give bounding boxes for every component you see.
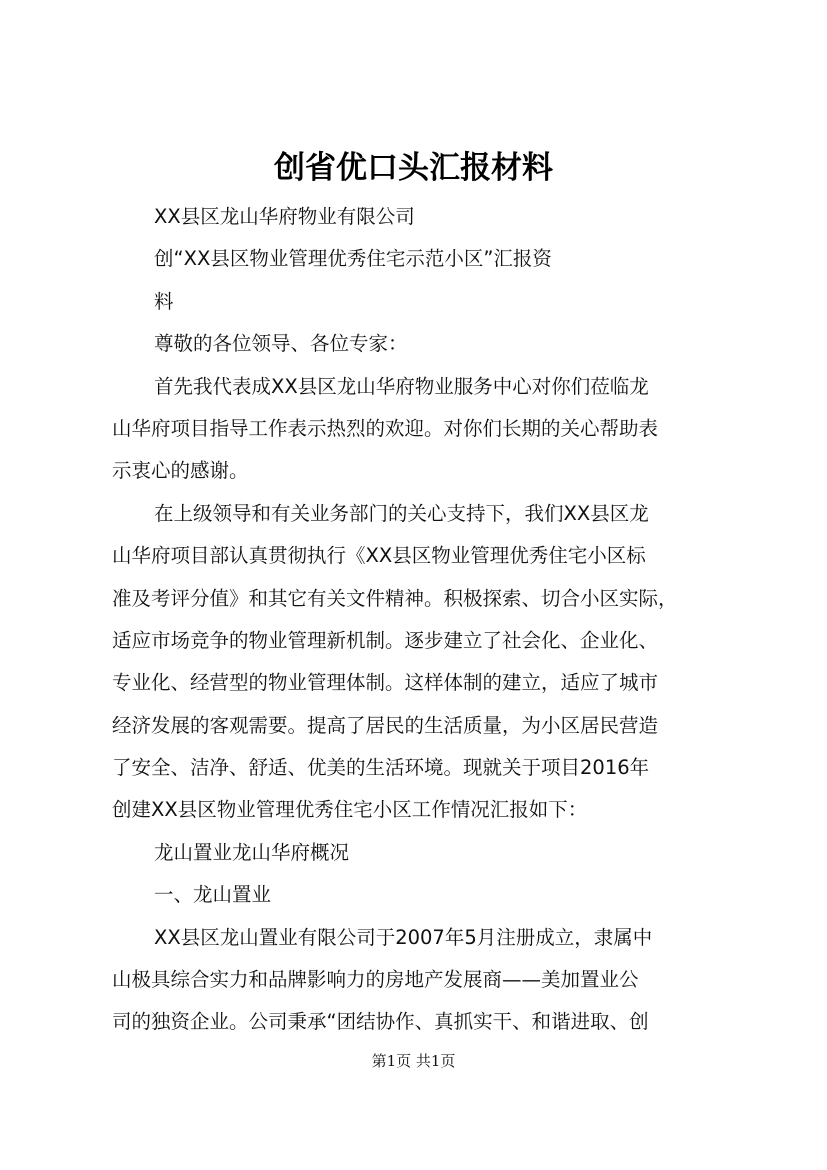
body-line: 准及考评分值》和其它有关文件精神。积极探索、切合小区实际， <box>112 586 678 610</box>
body-line: 首先我代表成XX县区龙山华府物业服务中心对你们莅临龙 <box>154 374 649 398</box>
body-line: 了安全、洁净、舒适、优美的生活环境。现就关于项目2016年 <box>112 756 650 780</box>
body-line: 山华府项目指导工作表示热烈的欢迎。对你们长期的关心帮助表 <box>112 416 659 440</box>
body-line: 创建XX县区物业管理优秀住宅小区工作情况汇报如下： <box>112 798 588 822</box>
body-line: 一、龙山置业 <box>154 883 272 907</box>
body-line: 料 <box>154 289 174 313</box>
body-line: 适应市场竞争的物业管理新机制。逐步建立了社会化、企业化、 <box>112 628 659 652</box>
body-line: 龙山置业龙山华府概况 <box>154 840 350 864</box>
body-line: 创“XX县区物业管理优秀住宅示范小区”汇报资 <box>154 247 552 271</box>
body-line: 司的独资企业。公司秉承“团结协作、真抓实干、和谐进取、创 <box>112 1010 649 1034</box>
body-line: 尊敬的各位领导、各位专家： <box>154 332 408 356</box>
body-line: 山华府项目部认真贯彻执行《XX县区物业管理优秀住宅小区标 <box>112 544 646 568</box>
body-line: 专业化、经营型的物业管理体制。这样体制的建立，适应了城市 <box>112 671 659 695</box>
body-line: 示衷心的感谢。 <box>112 459 249 483</box>
page-footer: 第1页 共1页 <box>371 1052 456 1070</box>
body-line: 经济发展的客观需要。提高了居民的生活质量，为小区居民营造 <box>112 713 659 737</box>
body-line: XX县区龙山置业有限公司于2007年5月注册成立，隶属中 <box>154 925 653 949</box>
body-line: 在上级领导和有关业务部门的关心支持下，我们XX县区龙 <box>154 501 649 525</box>
document-title: 创省优口头汇报材料 <box>274 150 553 186</box>
body-line: 山极具综合实力和品牌影响力的房地产发展商——美加置业公 <box>112 968 639 992</box>
document-body <box>112 196 740 1044</box>
body-line: XX县区龙山华府物业有限公司 <box>154 205 415 228</box>
